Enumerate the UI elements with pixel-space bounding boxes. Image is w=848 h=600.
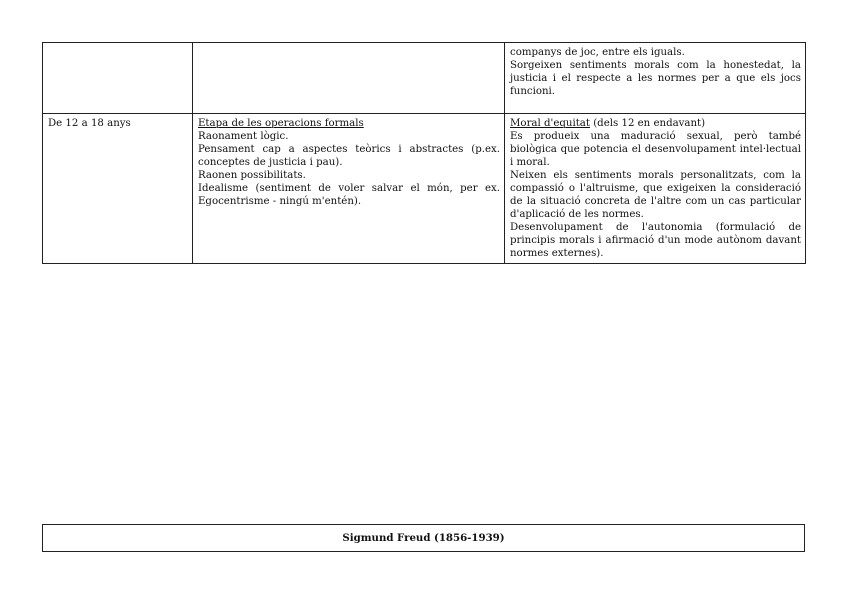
stage-cell: [193, 43, 505, 114]
age-cell: De 12 a 18 anys: [43, 114, 193, 264]
moral-text-line: Sorgeixen sentiments morals com la honestedat, la justicia i el respecte a les normes per a que els jocs funcioni.: [510, 60, 801, 97]
moral-cell: [505, 114, 806, 264]
table-row: [43, 114, 806, 264]
freud-heading-box: [42, 524, 805, 552]
moral-cell: [505, 43, 806, 114]
moral-heading: [510, 117, 801, 130]
moral-title: Moral d'equitat: [510, 118, 590, 129]
moral-text-line: Es produeix una maduració sexual, però també biològica que potencia el desenvolupament intel·lectual i moral.: [510, 131, 801, 168]
stage-text-line: Raonen possibilitats.: [198, 170, 306, 181]
moral-text-line: companys de joc, entre els iguals.: [510, 47, 685, 58]
moral-text-line: Neixen els sentiments morals personalitzats, com la compassió o l'altruisme, que exigeixen la consideració de la situació concreta de l'altre com un cas particular d'aplicació de les normes.: [510, 170, 801, 220]
stage-title: Etapa de les operacions formals: [198, 118, 364, 129]
moral-title-suffix: (dels 12 en endavant): [589, 118, 706, 129]
age-cell: [43, 43, 193, 114]
development-stages-table: [42, 42, 806, 264]
stage-text-line: Idealisme (sentiment de voler salvar el món, per ex. Egocentrisme - ningú m'entén).: [198, 183, 500, 207]
stage-cell: [193, 114, 505, 264]
table-row: [43, 43, 806, 114]
moral-text-line: Desenvolupament de l'autonomia (formulació de principis morals i afirmació d'un mode autònom davant normes externes).: [510, 222, 801, 259]
freud-heading: Sigmund Freud (1856-1939): [342, 532, 505, 544]
stage-text-line: Pensament cap a aspectes teòrics i abstractes (p.ex. conceptes de justicia i pau).: [198, 144, 500, 168]
stage-text-line: Raonament lògic.: [198, 131, 289, 142]
